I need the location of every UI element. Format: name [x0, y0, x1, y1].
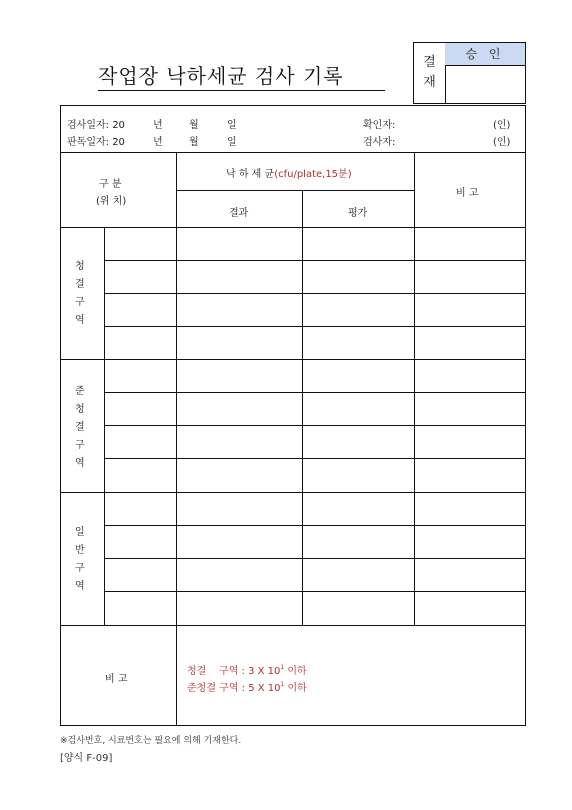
inspect-date-label: 검사일자: 20 [67, 120, 125, 131]
category-header: 구 분 [99, 179, 122, 190]
row-divider [104, 293, 525, 294]
divider-header [61, 227, 525, 228]
criterion-clean-zone: 청결 구역 [187, 666, 239, 677]
group-header-prefix: 낙 하 세 균 [226, 169, 275, 180]
form-code: [양식 F-09] [60, 753, 113, 764]
col-remarks-header: 비 고 [456, 188, 479, 199]
zone-divider [61, 492, 525, 493]
zone-char: 결 [75, 279, 85, 290]
confirmer-label: 확인자: [363, 120, 396, 131]
inspector-label: 검사자: [363, 137, 396, 148]
approval-label-top: 결 [423, 55, 436, 70]
criterion-semi-clean-value: : 5 X 10 [238, 683, 281, 694]
row-divider [104, 591, 525, 592]
group-header [226, 165, 352, 180]
row-divider [104, 326, 525, 327]
zone-label-semi-clean [75, 383, 85, 473]
row-divider [104, 558, 525, 559]
judge-date-label: 판독일자: 20 [67, 137, 125, 148]
group-header-unit: (cfu/plate,15분) [274, 169, 352, 180]
zone-char: 역 [75, 458, 85, 469]
footnote: ※검사번호, 시료번호는 필요에 의해 기재한다. [60, 736, 242, 746]
row-divider [104, 525, 525, 526]
zone-char: 역 [75, 315, 85, 326]
inspect-year: 년 [153, 120, 163, 131]
criterion-clean-suffix: 이하 [284, 666, 307, 677]
zone-char: 구 [75, 440, 85, 451]
criterion-clean [187, 662, 307, 677]
inspect-month: 월 [189, 120, 199, 131]
judge-month: 월 [189, 137, 199, 148]
col-line-remarks-bottom [176, 625, 177, 725]
inspect-day: 일 [227, 120, 237, 131]
col-result-header: 결과 [229, 208, 249, 219]
row-divider [104, 425, 525, 426]
zone-char: 결 [75, 422, 85, 433]
zone-label-clean [75, 258, 85, 330]
zone-char: 구 [75, 563, 85, 574]
approval-signature-cell[interactable] [445, 66, 525, 103]
row-divider [104, 260, 525, 261]
page-title: 작업장 낙하세균 검사 기록 [98, 64, 344, 88]
col-line-eval [302, 190, 303, 625]
criterion-semi-clean-suffix: 이하 [284, 683, 307, 694]
approval-box [413, 42, 526, 104]
title-underline [98, 90, 385, 91]
zone-char: 반 [75, 545, 85, 556]
col-line-result [176, 152, 177, 625]
criterion-semi-clean [187, 679, 307, 694]
divider-subheader [176, 190, 414, 191]
col-line-remarks [414, 152, 415, 625]
remarks-label: 비 고 [105, 674, 128, 685]
judge-day: 일 [227, 137, 237, 148]
remarks-divider [61, 625, 525, 626]
row-divider [104, 458, 525, 459]
criterion-semi-clean-zone: 준청결 구역 [187, 683, 239, 694]
zone-char: 준 [75, 386, 85, 397]
zone-char: 일 [75, 527, 85, 538]
category-subheader: (위 치) [96, 196, 127, 207]
col-eval-header: 평가 [348, 208, 368, 219]
zone-char: 역 [75, 581, 85, 592]
zone-divider [61, 359, 525, 360]
record-form [60, 105, 526, 726]
criterion-semi-clean-exponent: 1 [280, 681, 285, 688]
zone-label-general [75, 524, 85, 596]
approval-column-header: 승 인 [445, 43, 525, 66]
confirmer-seal[interactable]: (인) [493, 120, 511, 131]
zone-char: 청 [75, 404, 85, 415]
zone-char: 구 [75, 297, 85, 308]
inspector-seal[interactable]: (인) [493, 137, 511, 148]
criterion-clean-value: : 3 X 10 [238, 666, 281, 677]
zone-char: 청 [75, 261, 85, 272]
approval-label [414, 43, 446, 103]
row-divider [104, 392, 525, 393]
col-line-zone [104, 227, 105, 625]
judge-year: 년 [153, 137, 163, 148]
criterion-clean-exponent: 1 [280, 664, 285, 671]
approval-label-bottom: 재 [423, 75, 436, 90]
divider-info [61, 152, 525, 153]
